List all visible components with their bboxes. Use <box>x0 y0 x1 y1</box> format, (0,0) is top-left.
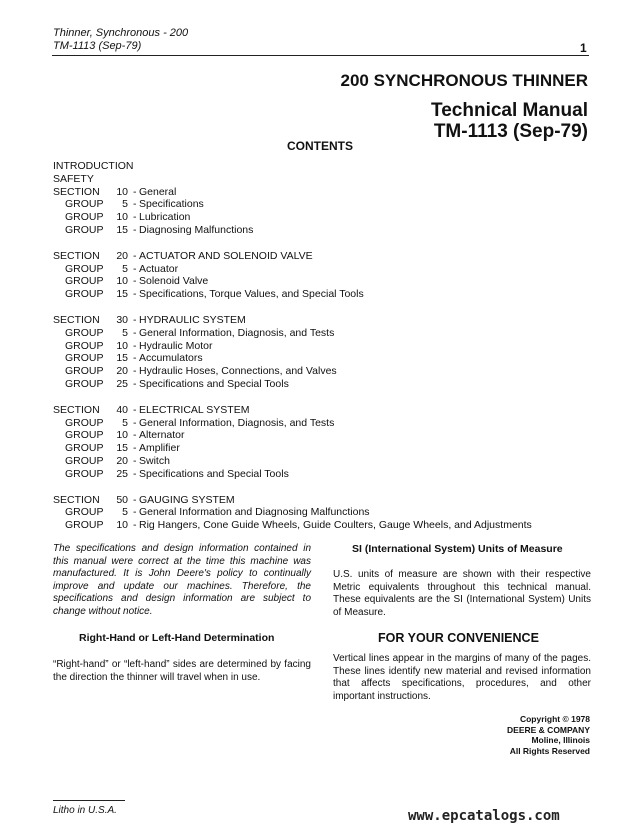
toc-group-number: 5 <box>122 262 128 275</box>
toc-group-title: Switch <box>139 455 170 467</box>
footer-divider <box>53 800 125 801</box>
toc-group-label: GROUP <box>65 467 104 480</box>
company-name: DEERE & COMPANY <box>507 724 590 735</box>
toc-group-title: Hydraulic Hoses, Connections, and Valves <box>139 365 337 378</box>
toc-group-number: 15 <box>116 224 128 236</box>
toc-group-number: 15 <box>116 352 128 365</box>
toc-section-row <box>53 494 613 507</box>
toc-group-row <box>53 365 613 378</box>
toc-intro-item <box>53 160 613 173</box>
toc-group-label: GROUP <box>65 224 104 236</box>
toc-group-label: GROUP <box>65 211 104 224</box>
toc-group-number: 20 <box>116 365 128 378</box>
toc-group-number: 15 <box>116 442 128 455</box>
manual-title-line2: TM-1113 (Sep-79) <box>433 121 588 142</box>
toc-group-label: GROUP <box>65 519 104 532</box>
toc-group-row <box>53 198 613 211</box>
toc-dash: - <box>133 314 137 326</box>
toc-dash: - <box>133 224 137 236</box>
toc-section-title: HYDRAULIC SYSTEM <box>139 314 246 326</box>
toc-group-row <box>53 429 613 442</box>
si-units-body: U.S. units of measure are shown with their respective Metric equivalents throughout this technical manual. These equivalents are the SI (International System) Units of Measure. <box>333 569 591 618</box>
toc-group-row <box>53 352 613 365</box>
si-units-heading: SI (International System) Units of Measure <box>352 543 563 555</box>
toc-group-number: 10 <box>116 339 128 352</box>
toc-group-title: Specifications and Special Tools <box>139 378 289 390</box>
toc-group-row <box>53 327 613 340</box>
toc-group-number: 25 <box>116 467 128 480</box>
toc-group-title: Solenoid Valve <box>139 275 209 288</box>
toc-section-label: SECTION <box>53 185 100 198</box>
toc-dash: - <box>133 211 137 224</box>
toc-group-row <box>53 340 613 353</box>
convenience-heading: FOR YOUR CONVENIENCE <box>378 631 539 645</box>
toc-intro-item <box>53 173 613 186</box>
toc-group-title: Amplifier <box>139 442 180 455</box>
toc-group-number: 10 <box>116 429 128 442</box>
toc-section-number: 40 <box>116 403 128 416</box>
header-title: Thinner, Synchronous - 200 <box>53 27 189 39</box>
toc-dash: - <box>133 339 137 352</box>
header-subtitle: TM-1113 (Sep-79) <box>53 40 142 52</box>
toc-group-number: 10 <box>116 519 128 532</box>
toc-group-row <box>53 506 613 519</box>
toc-group-label: GROUP <box>65 275 104 288</box>
toc-dash: - <box>133 493 137 506</box>
toc-section-label: SECTION <box>53 249 100 262</box>
toc-group-title: Alternator <box>139 429 185 442</box>
toc-dash: - <box>133 442 137 455</box>
toc-group-title: Specifications <box>139 198 204 211</box>
toc-group-row <box>53 417 613 430</box>
toc-dash: - <box>133 198 137 211</box>
toc-group-number: 10 <box>116 211 128 224</box>
rights-reserved: All Rights Reserved <box>509 745 590 756</box>
manual-title <box>431 100 588 142</box>
toc-group-number: 5 <box>122 506 128 519</box>
toc-group-row <box>53 275 613 288</box>
toc-group-title: Actuator <box>139 262 179 275</box>
toc-group-label: GROUP <box>65 326 104 339</box>
toc-section-row <box>53 404 613 417</box>
toc-group-title: General Information, Diagnosis, and Tests <box>139 326 335 339</box>
toc-group-number: 15 <box>116 288 128 301</box>
toc-group-row <box>53 468 613 481</box>
toc-group-label: GROUP <box>65 378 104 390</box>
toc-section-row <box>53 186 613 199</box>
right-hand-body: “Right-hand” or “left-hand” sides are determined by facing the direction the thinner will travel when in use. <box>53 659 311 683</box>
toc-group-row <box>53 378 613 391</box>
toc-group-number: 10 <box>116 275 128 288</box>
toc-section-number: 30 <box>116 314 128 326</box>
toc-dash: - <box>133 416 137 429</box>
toc-group-title: Accumulators <box>139 352 203 365</box>
toc-dash: - <box>133 467 137 480</box>
toc-group-title: General Information and Diagnosing Malfunctions <box>139 506 370 519</box>
toc-dash: - <box>133 365 137 378</box>
toc-group-row <box>53 224 613 237</box>
toc-dash: - <box>133 506 137 519</box>
toc-group-title: Lubrication <box>139 211 191 224</box>
toc-group-row <box>53 288 613 301</box>
toc-group-number: 5 <box>122 326 128 339</box>
toc-dash: - <box>133 275 137 288</box>
toc-section-label: SECTION <box>53 493 100 506</box>
header-divider <box>52 55 589 56</box>
copyright-line: Copyright © 1978 <box>519 714 590 724</box>
watermark: www.epcatalogs.com <box>408 808 560 824</box>
toc-dash: - <box>133 403 137 416</box>
toc-group-number: 20 <box>116 455 128 467</box>
toc-group-title: Specifications and Special Tools <box>139 467 289 480</box>
toc-group-label: GROUP <box>65 365 104 378</box>
toc-group-title: Diagnosing Malfunctions <box>139 224 254 236</box>
toc-group-row <box>53 455 613 468</box>
toc-section-title: General <box>139 185 177 198</box>
toc-group-label: GROUP <box>65 455 104 467</box>
toc-dash: - <box>133 185 137 198</box>
contents-heading: CONTENTS <box>287 139 353 153</box>
toc-dash: - <box>133 288 137 301</box>
toc-group-title: Specifications, Torque Values, and Special Tools <box>139 288 364 301</box>
toc-group-title: Rig Hangers, Cone Guide Wheels, Guide Coulters, Gauge Wheels, and Adjustments <box>139 519 532 532</box>
toc-group-row <box>53 442 613 455</box>
copyright-block <box>507 714 590 756</box>
toc-dash: - <box>133 326 137 339</box>
toc-dash: - <box>133 378 137 390</box>
toc-group-row <box>53 519 613 532</box>
toc-section-label: SECTION <box>53 403 100 416</box>
toc-intro-label: SAFETY <box>53 172 94 185</box>
toc-section-row <box>53 314 613 327</box>
toc-group-label: GROUP <box>65 429 104 442</box>
toc-group-number: 5 <box>122 416 128 429</box>
toc-section-number: 20 <box>116 249 128 262</box>
toc-section-title: ELECTRICAL SYSTEM <box>139 403 250 416</box>
specifications-notice: The specifications and design information contained in this manual were correct at the time this machine was manufactured. It is John Deere's policy to continually improve and update our machines. Therefore, the specifications and design information are subject to change without notice. <box>53 543 311 617</box>
toc-dash: - <box>133 249 137 262</box>
toc-group-label: GROUP <box>65 262 104 275</box>
toc-group-title: General Information, Diagnosis, and Tests <box>139 416 335 429</box>
toc-dash: - <box>133 262 137 275</box>
toc-dash: - <box>133 455 137 467</box>
document-title: 200 SYNCHRONOUS THINNER <box>340 71 588 90</box>
toc-section-row <box>53 250 613 263</box>
toc-intro-label: INTRODUCTION <box>53 160 134 172</box>
toc-group-label: GROUP <box>65 442 104 455</box>
right-hand-heading: Right-Hand or Left-Hand Determination <box>79 632 275 644</box>
toc-dash: - <box>133 429 137 442</box>
toc-group-label: GROUP <box>65 198 104 211</box>
toc-section-title: GAUGING SYSTEM <box>139 493 235 506</box>
convenience-body: Vertical lines appear in the margins of many of the pages. These lines identify new material and revised information that affects specifications, procedures, and other important instructions. <box>333 653 591 702</box>
toc-section-number: 50 <box>116 493 128 506</box>
toc-group-label: GROUP <box>65 416 104 429</box>
toc-dash: - <box>133 352 137 365</box>
toc-group-title: Hydraulic Motor <box>139 339 213 352</box>
toc-group-row <box>53 263 613 276</box>
toc-section-number: 10 <box>116 185 128 198</box>
toc-group-number: 25 <box>116 378 128 390</box>
toc-dash: - <box>133 519 137 532</box>
toc-group-label: GROUP <box>65 288 104 301</box>
company-location: Moline, Illinois <box>531 735 590 746</box>
manual-title-line1: Technical Manual <box>431 100 588 121</box>
toc-group-number: 5 <box>122 198 128 211</box>
toc-group-label: GROUP <box>65 352 104 365</box>
litho-note: Litho in U.S.A. <box>53 805 117 816</box>
toc-group-row <box>53 211 613 224</box>
toc-section-label: SECTION <box>53 314 100 326</box>
toc-section-title: ACTUATOR AND SOLENOID VALVE <box>139 249 313 262</box>
toc-group-label: GROUP <box>65 339 104 352</box>
page-number: 1 <box>580 41 587 55</box>
toc-group-label: GROUP <box>65 506 104 519</box>
